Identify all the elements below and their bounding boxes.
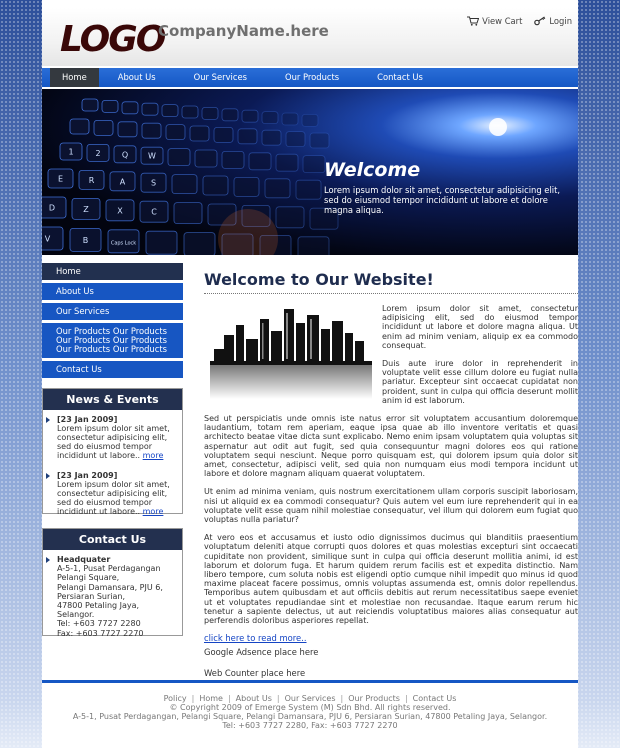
contact-box xyxy=(42,528,183,636)
contact-heading: Headquater xyxy=(57,555,111,564)
keyboard-key xyxy=(190,126,209,141)
keyboard-key-label: 2 xyxy=(95,148,101,158)
keyboard-key xyxy=(298,237,329,255)
keyboard-key xyxy=(184,233,215,255)
keyboard-key xyxy=(282,113,298,125)
read-more-link[interactable]: click here to read more.. xyxy=(204,633,307,644)
keyboard-key xyxy=(142,103,158,115)
nav-services[interactable]: Our Services xyxy=(193,72,247,82)
news-more-link[interactable]: more xyxy=(142,451,164,460)
news-more-link[interactable]: more xyxy=(142,507,164,516)
footer-link-products[interactable]: Our Products xyxy=(348,694,400,703)
login-link[interactable] xyxy=(534,16,572,26)
contact-line: Tel: +603 7727 2280 xyxy=(57,619,141,629)
keyboard-key xyxy=(174,203,202,224)
side-subitem-products[interactable]: Our Products Our Products xyxy=(56,344,167,354)
top-links xyxy=(467,16,572,26)
keyboard-key xyxy=(249,153,271,170)
keyboard-key-label: S xyxy=(150,178,157,188)
paragraph: Sed ut perspiciatis unde omnis iste natus error sit voluptatem accusantium doloremque laudantium, totam rem aperiam, eaque ipsa quae ab illo inventore veritatis et quasi architecto beatae vitae dicta sunt explicabo. Nemo enim ipsam voluptatem quia voluptas sit aspernatur aut odit aut fugit, sed quia consequuntur magni dolores eos qui ratione voluptatem sequi nesciunt. Neque porro quisquam est, qui dolorem ipsum quia dolor sit amet, consectetur, adipisci velit, sed quia non numquam eius modi tempora incidunt ut labore et dolore magnam aliquam quaerat voluptatem. xyxy=(204,414,578,479)
side-item-services[interactable]: Our Services xyxy=(42,303,183,320)
contact-line: Fax: +603 7727 2270 xyxy=(57,628,144,638)
contact-line: Pelangi Damansara, PJU 6, xyxy=(57,582,163,592)
nav-contact[interactable]: Contact Us xyxy=(377,72,423,82)
footer-link-about[interactable]: About Us xyxy=(235,694,272,703)
side-subitem-products[interactable]: Our Products Our Products xyxy=(56,326,167,336)
main-nav xyxy=(42,68,578,87)
keyboard-key-label: Caps Lock xyxy=(110,240,137,247)
keyboard-key-label: E xyxy=(57,174,64,184)
keyboard-key xyxy=(296,180,321,199)
keyboard-key xyxy=(94,120,113,135)
contact-line: A-5-1, Pusat Perdagangan xyxy=(57,564,161,574)
contact-title: Contact Us xyxy=(43,529,182,550)
footer-link-services[interactable]: Our Services xyxy=(284,694,336,703)
banner-title: Welcome xyxy=(324,159,421,181)
hero-banner xyxy=(42,89,578,255)
paragraph: At vero eos et accusamus et iusto odio dignissimos ducimus qui blanditiis praesentium voluptatum deleniti atque corrupti quos dolores et quas molestias excepturi sint occaecati cupiditate non provident, similique sunt in culpa qui officia deserunt mollitia animi, id est laborum et dolorum fuga. Et harum quidem rerum facilis est et expedita distinctio. Nam libero tempore, cum soluta nobis est eligendi optio cumque nihil impedit quo minus id quod maxime placeat facere possimus, omnis voluptas assumenda est, omnis dolor repellendus. Temporibus autem quibusdam et aut officiis debitis aut rerum necessitatibus saepe eveniet ut et voluptates repudiandae sint et molestiae non recusandae. Itaque earum rerum hic tenetur a sapiente delectus, ut aut reiciendis voluptatibus maiores alias consequatur aut perferendis doloribus asperiores repellat. xyxy=(204,533,578,626)
key-icon xyxy=(534,16,546,26)
keyboard-key xyxy=(222,109,238,121)
keyboard-key xyxy=(286,132,305,147)
keyboard-key xyxy=(102,100,118,112)
contact-line: Pelangi Square, xyxy=(57,573,120,583)
keyboard-key xyxy=(142,123,161,138)
keyboard-key xyxy=(242,110,258,122)
content-body xyxy=(204,304,578,678)
nav-home[interactable]: Home xyxy=(50,68,99,87)
keyboard-key xyxy=(182,106,198,118)
banner-text: Lorem ipsum dolor sit amet, consectetur adipisicing elit, sed do eiusmod tempor incididunt ut labore et dolore magna aliqua. xyxy=(324,185,561,215)
keyboard-key-label: A xyxy=(119,177,126,187)
paragraph: Duis aute irure dolor in reprehenderit in voluptate velit esse cillum dolore eu fugiat nulla pariatur. Excepteur sint occaecat cupidatat non proident, sunt in culpa qui officia deserunt mollit anim id est laborum. xyxy=(382,359,578,405)
adsense-placeholder: Google Adsence place here xyxy=(204,646,319,657)
keyboard-key-label: Q xyxy=(121,150,129,160)
keyboard-key xyxy=(166,125,185,140)
footer xyxy=(42,694,578,730)
view-cart-link[interactable] xyxy=(467,16,522,26)
city-skyline-image xyxy=(210,305,372,399)
footer-divider xyxy=(42,680,578,683)
paragraph: Ut enim ad minima veniam, quis nostrum exercitationem ullam corporis suscipit laboriosam, nisi ut aliquid ex ea commodi consequatur? Quis autem vel eum iure reprehenderit qui in ea voluptate velit esse quam nihil molestiae consequatur, vel illum qui dolorem eum fugiat quo voluptas nulla pariatur? xyxy=(204,487,578,525)
keyboard-key xyxy=(82,99,98,111)
contact-details xyxy=(43,550,182,638)
side-item-products[interactable] xyxy=(42,323,183,358)
news-item xyxy=(43,410,182,460)
side-item-about[interactable]: About Us xyxy=(42,283,183,300)
keyboard-key xyxy=(262,130,281,145)
keyboard-key xyxy=(265,179,290,198)
keyboard-key xyxy=(118,122,137,137)
bullet-icon xyxy=(46,473,50,479)
keyboard-key-label: B xyxy=(82,235,89,245)
main-content xyxy=(204,270,578,678)
footer-link-home[interactable]: Home xyxy=(199,694,223,703)
keyboard-key xyxy=(70,119,89,134)
keyboard-key xyxy=(172,175,197,194)
page-title: Welcome to Our Website! xyxy=(204,270,578,294)
keyboard-key-label: X xyxy=(117,206,123,216)
keyboard-key-label: R xyxy=(88,175,95,185)
light-flare xyxy=(489,118,507,136)
header xyxy=(42,8,578,66)
news-date: [23 Jan 2009] xyxy=(57,415,118,424)
news-text: Lorem ipsum dolor sit amet, consectetur adipisicing elit, sed do eiusmod tempor incididunt ut labore.. xyxy=(57,480,170,516)
keyboard-key xyxy=(302,114,318,126)
nav-about[interactable]: About Us xyxy=(117,72,156,82)
footer-copyright: © Copyright 2009 of Emerge System (M) Sdn Bhd. All rights reserved. xyxy=(169,703,451,712)
bullet-icon xyxy=(46,417,50,423)
login-label: Login xyxy=(549,16,572,26)
keyboard-key xyxy=(146,231,177,254)
keyboard-key xyxy=(202,107,218,119)
paragraph: Lorem ipsum dolor sit amet, consectetur adipisicing elit, sed do eiusmod tempor incididunt ut labore et dolore magna aliqua. Ut enim ad minim veniam, aliquip ex ea commodo consequat. xyxy=(382,304,578,350)
keyboard-key xyxy=(276,154,298,171)
footer-links: Policy | Home | About Us | Our Services | Our Products | Contact Us xyxy=(42,694,578,703)
nav-products[interactable]: Our Products xyxy=(284,72,340,82)
logo[interactable]: LOGO xyxy=(60,19,165,60)
keyboard-key xyxy=(276,207,304,228)
keyboard-key xyxy=(238,129,257,144)
contact-line: Persiaran Surian, xyxy=(57,591,126,601)
keyboard-key xyxy=(214,127,233,142)
keyboard-key xyxy=(303,156,325,173)
footer-link-contact[interactable]: Contact Us xyxy=(412,694,457,703)
keyboard-key xyxy=(310,133,329,148)
keyboard-key-label: W xyxy=(148,151,156,161)
footer-contact: Tel: +603 7727 2280, Fax: +603 7727 2270 xyxy=(222,721,398,730)
footer-address: A-5-1, Pusat Perdagangan, Pelangi Square, Pelangi Damansara, PJU 6, Persiaran Surian, 47800 Petaling Jaya, Selangor. xyxy=(72,712,548,721)
news-events-title: News & Events xyxy=(43,389,182,410)
keyboard-key xyxy=(234,177,259,196)
bullet-icon xyxy=(46,557,50,563)
web-counter-placeholder: Web Counter place here xyxy=(204,667,306,678)
keyboard-image xyxy=(42,89,578,255)
keyboard-key-label: 1 xyxy=(68,147,74,157)
footer-link-policy[interactable]: Policy xyxy=(163,694,187,703)
cart-icon xyxy=(467,16,479,26)
sidebar xyxy=(42,263,183,636)
side-item-contact[interactable]: Contact Us xyxy=(42,361,183,378)
keyboard-key xyxy=(122,102,138,114)
view-cart-label: View Cart xyxy=(482,16,523,26)
side-menu xyxy=(42,263,183,378)
news-text: Lorem ipsum dolor sit amet, consectetur adipisicing elit, sed do eiusmod tempor incididunt ut labore.. xyxy=(57,424,170,460)
company-name: CompanyName.here xyxy=(158,22,329,40)
keyboard-key xyxy=(162,105,178,117)
news-date: [23 Jan 2009] xyxy=(57,471,118,480)
keyboard-key xyxy=(262,112,278,124)
news-events-box xyxy=(42,388,183,514)
news-item xyxy=(43,466,182,516)
keyboard-key-label: Z xyxy=(83,204,89,214)
keyboard-key-label: C xyxy=(151,207,157,217)
keyboard-key xyxy=(222,151,244,168)
keyboard-key-label: D xyxy=(48,203,56,213)
keyboard-key xyxy=(203,176,228,195)
keyboard-key xyxy=(195,150,217,167)
contact-line: 47800 Petaling Jaya, Selangor. xyxy=(57,601,140,620)
keyboard-key-label: V xyxy=(44,234,51,244)
keyboard-key xyxy=(168,149,190,166)
page-container xyxy=(42,0,578,748)
side-subitem-products[interactable]: Our Products Our Products xyxy=(56,335,167,345)
side-item-home[interactable]: Home xyxy=(42,263,183,280)
